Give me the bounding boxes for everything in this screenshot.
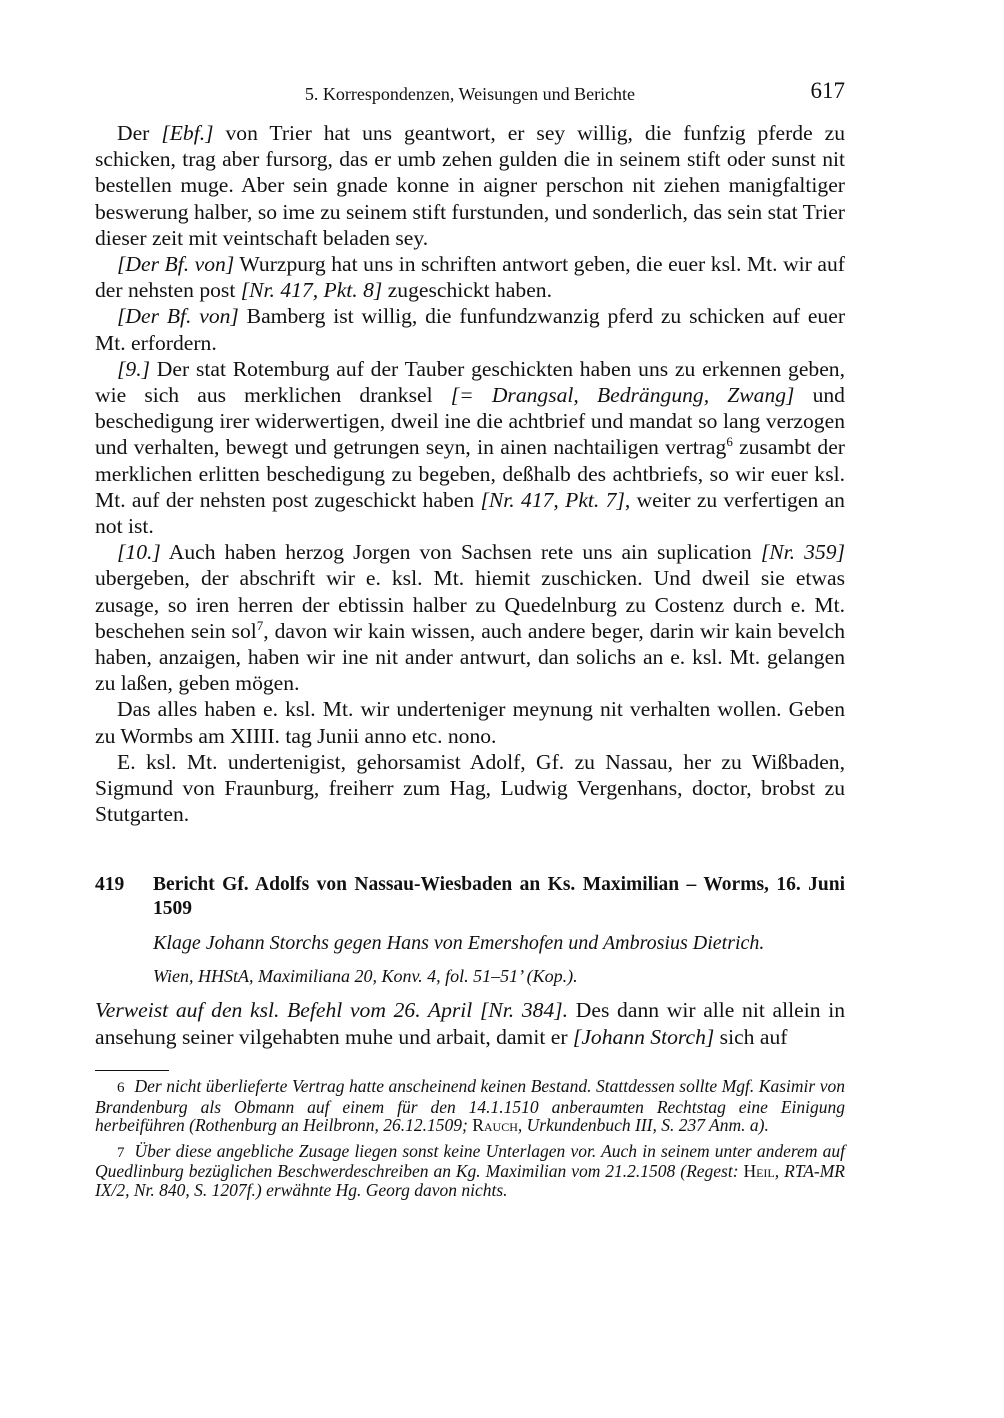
text-run: von Trier hat uns geantwort, er sey willig, die funfzig pferde zu schicken, trag aber fursorg, das er umb zehen gulden die in seinem stift oder sunst nit bestellen muge. Aber sein gnade konne in aigner perschon nit ziehen manigfaltiger beswerung halber, so ime zu seinem stift furstunden, und sonderlich, das sein stat Trier dieser zeit mit veintschaft beladen sey.	[95, 121, 845, 250]
italic-text: [= Drangsal, Bedrängung, Zwang]	[450, 383, 795, 408]
running-head: 5. Korrespondenzen, Weisungen und Berichte	[304, 84, 636, 104]
italic-text: [Nr. 417, Pkt. 7]	[480, 487, 625, 512]
text-run: ubergeben, der abschrift wir e. ksl. Mt. hiemit zuschicken. Und dweil sie etwas zusage, so iren herren der ebtissin halber zu Quedelnburg zu Costenz durch e. Mt. beschehen sein sol	[95, 566, 845, 643]
section-source: Wien, HHStA, Maximiliana 20, Konv. 4, fol. 51–51’ (Kop.).	[153, 966, 578, 987]
text-run: E. ksl. Mt. undertenigist, gehorsamist Adolf, Gf. zu Nassau, her zu Wißbaden, Sigmund von Fraunburg, freiherr zum Hag, Ludwig Vergenhans, doctor, brobst zu Stutgarten.	[95, 749, 845, 827]
footnote-number: 7	[117, 1144, 125, 1161]
paragraph	[95, 356, 845, 539]
text-run: Der stat Rotemburg auf der Tauber geschickten haben uns zu erkennen geben, wie sich aus merklichen dranksel	[95, 356, 845, 408]
footnote	[95, 1077, 845, 1135]
small-caps-text: Rauch	[472, 1115, 518, 1135]
footnote-list	[95, 1077, 845, 1199]
text-run: Auch haben herzog Jorgen von Sachsen rete uns ain suplication	[160, 540, 761, 565]
page-number: 617	[810, 78, 845, 103]
text-run: , Urkundenbuch III, S. 237 Anm. a).	[517, 1115, 769, 1135]
section-text	[95, 997, 845, 1049]
italic-text: [Der Bf. von]	[117, 304, 239, 329]
footnote-number: 6	[117, 1080, 125, 1096]
text-run: Wurzpurg hat uns in schriften antwort geben, die euer ksl. Mt. wir auf der nehsten post	[95, 252, 845, 303]
paragraph	[95, 303, 845, 355]
italic-text: Verweist auf den ksl. Befehl vom 26. April [Nr. 384].	[95, 998, 569, 1023]
section-heading	[95, 873, 845, 921]
footnote-ref: 6	[726, 434, 733, 450]
section-title: Bericht Gf. Adolfs von Nassau-Wiesbaden an Ks. Maximilian – Worms, 16. Juni 1509	[153, 874, 845, 920]
italic-text: [10.]	[117, 540, 161, 565]
text-run: zugeschickt haben.	[382, 278, 552, 303]
paragraph	[95, 120, 845, 251]
paragraph	[95, 251, 845, 303]
text-run: Des dann wir alle nit allein in ansehung seiner vilgehabten muhe und arbait, damit er	[95, 998, 845, 1049]
paragraph-list	[95, 120, 845, 827]
text-run: Der	[117, 121, 162, 145]
text-run: Der nicht überlieferte Vertrag hatte anscheinend keinen Bestand. Stattdessen sollte Mgf. Kasimir von Brandenburg als Obmann auf einem für den 14.1.1510 anberaumten Rechtstag eine Einigung herbeiführen (Rothenburg an Heilbronn, 26.12.1509;	[95, 1076, 845, 1135]
text-run: Das alles haben e. ksl. Mt. wir underteniger meynung nit verhalten wollen. Geben zu Wormbs am XIIII. tag Junii anno etc. nono.	[95, 697, 845, 748]
paragraph	[95, 696, 845, 748]
section-number: 419	[95, 874, 125, 896]
text-run: und beschedigung irer widerwertigen, dweil ine die achtbrief und mandat so lang verzogen und verhalten, bewegt und getrungen seyn, in ainen nachtailigen vertrag	[95, 383, 845, 460]
text-run: Bamberg ist willig, die funfundzwanzig pferd zu schicken auf euer Mt. erfordern.	[95, 304, 846, 355]
italic-text: [Der Bf. von]	[117, 252, 235, 277]
italic-text: [Nr. 417, Pkt. 8]	[240, 278, 383, 303]
paragraph	[95, 539, 845, 696]
text-run: Über diese angebliche Zusage liegen sonst keine Unterlagen vor. Auch in seinem unter anderem auf Quedlinburg bezüglichen Beschwerdeschreiben an Kg. Maximilian vom 21.2.1508 (Regest:	[95, 1140, 845, 1181]
footnote-rule	[95, 1070, 169, 1071]
main-text	[95, 120, 845, 1050]
page-header	[95, 78, 845, 110]
text-run: , weiter zu verfertigen an not ist.	[95, 487, 845, 539]
footnote	[95, 1142, 845, 1200]
text-run: , davon wir kain wissen, auch andere beger, darin wir kain bevelch haben, anzaigen, haben wir ine nit ander antwurt, dan solichs an e. ksl. Mt. gelangen zu laßen, geben mögen.	[95, 618, 845, 696]
text-run: sich auf	[714, 1024, 788, 1049]
footnotes	[95, 1070, 845, 1206]
document-section	[95, 873, 845, 1049]
text-run: , RTA-MR IX/2, Nr. 840, S. 1207f.) erwähnte Hg. Georg davon nichts.	[95, 1161, 845, 1200]
italic-text: [9.]	[117, 356, 151, 381]
footnote-ref: 7	[256, 617, 264, 633]
paragraph	[95, 749, 845, 828]
italic-text: [Ebf.]	[161, 121, 214, 145]
small-caps-text: Heil	[743, 1161, 775, 1181]
text-run: zusambt der merklichen erlitten beschedigung zu begeben, deßhalb des achtbriefs, so wir euer ksl. Mt. auf der nehsten post zugeschickt haben	[95, 435, 845, 512]
italic-text: [Nr. 359]	[760, 540, 845, 565]
italic-text: [Johann Storch]	[572, 1024, 715, 1049]
section-regest: Klage Johann Storchs gegen Hans von Emershofen und Ambrosius Dietrich.	[153, 932, 765, 955]
